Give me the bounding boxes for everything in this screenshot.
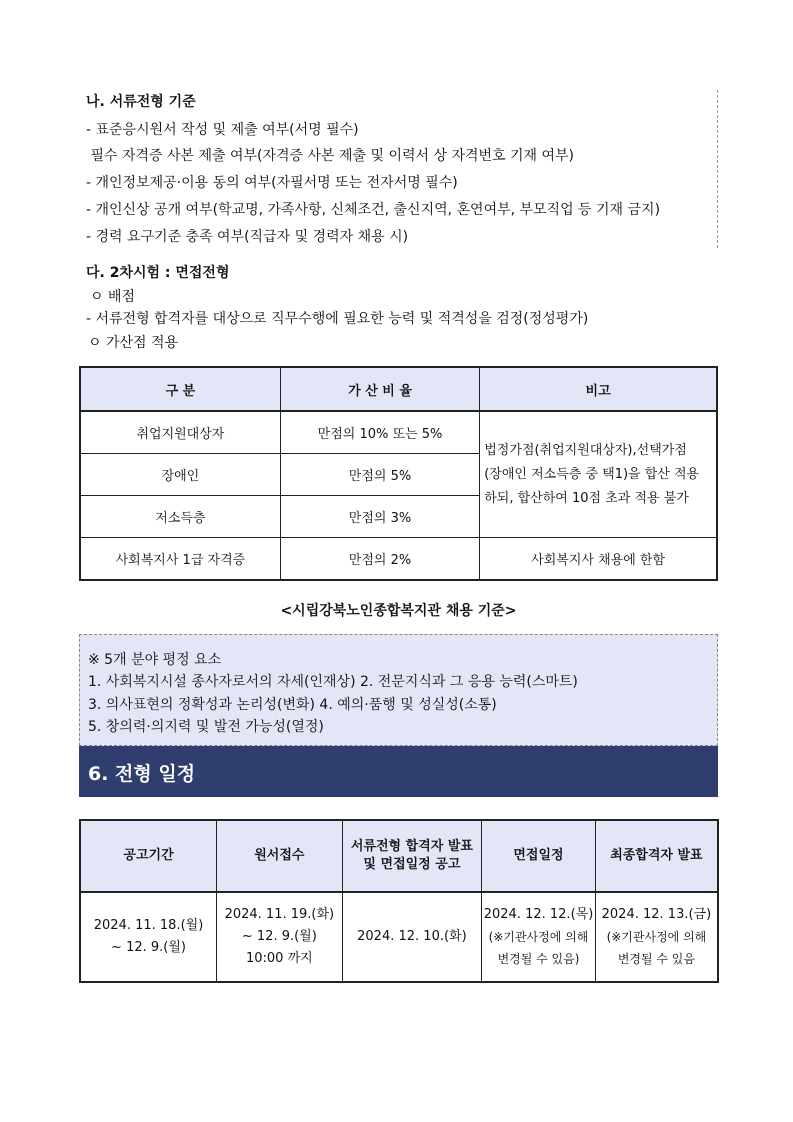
- cell-rate: 만점의 3%: [280, 496, 479, 538]
- screening-item: - 표준응시원서 작성 및 제출 여부(서명 필수): [86, 122, 359, 138]
- screening-item: - 개인신상 공개 여부(학교명, 가족사항, 신체조건, 출신지역, 혼연여부, 부모직업 등 기재 금지): [86, 202, 661, 218]
- cell-category: 사회복지사 1급 자격증: [80, 538, 280, 581]
- header-application: 원서접수: [217, 820, 343, 892]
- cell-line: 2024. 12. 12.(목): [483, 907, 594, 922]
- interview-item: ㅇ 배점: [90, 289, 136, 305]
- criteria-line: ※ 5개 분야 평정 요소: [88, 652, 222, 668]
- cell-category: 저소득층: [80, 496, 280, 538]
- cell-line: (※기관사정에 의해: [606, 930, 707, 944]
- cell-interview: [482, 892, 596, 982]
- cell-category: 취업지원대상자: [80, 411, 280, 454]
- table-row: [80, 411, 717, 454]
- cell-line: (※기관사정에 의해: [488, 930, 589, 944]
- table-caption: <시립강북노인종합복지관 채용 기준>: [280, 603, 517, 619]
- cell-category: 장애인: [80, 454, 280, 496]
- cell-notice-period: [80, 892, 217, 982]
- header-line: 서류전형 합격자 발표: [350, 839, 473, 854]
- note-line: 하되, 합산하여 10점 초과 적용 불가: [484, 490, 689, 506]
- interview-heading: 다. 2차시험 : 면접전형: [86, 265, 230, 281]
- criteria-box: [79, 634, 718, 746]
- screening-item: - 경력 요구기준 충족 여부(직급자 및 경력자 채용 시): [86, 229, 409, 245]
- screening-item: 필수 자격증 사본 제출 여부(자격증 사본 제출 및 이력서 상 자격번호 기재 여부): [86, 148, 575, 164]
- header-document-results: [342, 820, 482, 892]
- interview-item: ㅇ 가산점 적용: [88, 335, 179, 351]
- note-line: 법정가점(취업지원대상자),선택가점: [484, 442, 687, 458]
- header-notice-period: 공고기간: [80, 820, 217, 892]
- cell-line: ~ 12. 9.(월): [111, 940, 186, 955]
- cell-line: 2024. 11. 18.(월): [93, 918, 204, 933]
- header-line: 및 면접일정 공고: [363, 857, 461, 872]
- section-header: [79, 746, 718, 797]
- page-margin-line: [717, 90, 718, 248]
- table-row: [80, 892, 718, 982]
- cell-rate: 만점의 2%: [280, 538, 479, 581]
- header-category: 구 분: [80, 367, 280, 411]
- header-final-results: 최종합격자 발표: [595, 820, 718, 892]
- schedule-table: [79, 819, 719, 983]
- table-header-row: [80, 820, 718, 892]
- cell-application: [217, 892, 343, 982]
- header-interview: 면접일정: [482, 820, 596, 892]
- cell-line: 2024. 11. 19.(화): [224, 907, 335, 922]
- section-title: 6. 전형 일정: [88, 763, 196, 785]
- table-header-row: [80, 367, 717, 411]
- cell-line: 2024. 12. 13.(금): [601, 907, 712, 922]
- cell-rate: 만점의 10% 또는 5%: [280, 411, 479, 454]
- criteria-line: 3. 의사표현의 정확성과 논리성(변화) 4. 예의·품행 및 성실성(소통): [88, 697, 497, 713]
- cell-merged-note: [480, 411, 717, 538]
- criteria-line: 1. 사회복지시설 종사자로서의 자세(인재상) 2. 전문지식과 그 응용 능력(스마트): [88, 674, 578, 690]
- cell-line: 10:00 까지: [245, 951, 313, 966]
- note-line: (장애인 저소득층 중 택1)을 합산 적용: [484, 466, 700, 482]
- cell-line: ~ 12. 9.(월): [241, 929, 317, 944]
- header-note: 비고: [480, 367, 717, 411]
- bonus-points-table: [79, 366, 718, 581]
- cell-rate: 만점의 5%: [280, 454, 479, 496]
- cell-line: 변경될 수 있음: [617, 952, 695, 966]
- screening-item: - 개인정보제공·이용 동의 여부(자필서명 또는 전자서명 필수): [86, 175, 458, 191]
- cell-final-results: [595, 892, 718, 982]
- header-rate: 가 산 비 율: [280, 367, 479, 411]
- interview-item: - 서류전형 합격자를 대상으로 직무수행에 필요한 능력 및 적격성을 검정(정성평가): [86, 311, 589, 327]
- cell-note: 사회복지사 채용에 한함: [480, 538, 717, 581]
- screening-heading: 나. 서류전형 기준: [86, 94, 196, 110]
- table-row: [80, 538, 717, 581]
- cell-line: 변경될 수 있음): [497, 952, 580, 966]
- criteria-line: 5. 창의력·의지력 및 발전 가능성(열정): [88, 719, 324, 735]
- cell-document-results: 2024. 12. 10.(화): [342, 892, 482, 982]
